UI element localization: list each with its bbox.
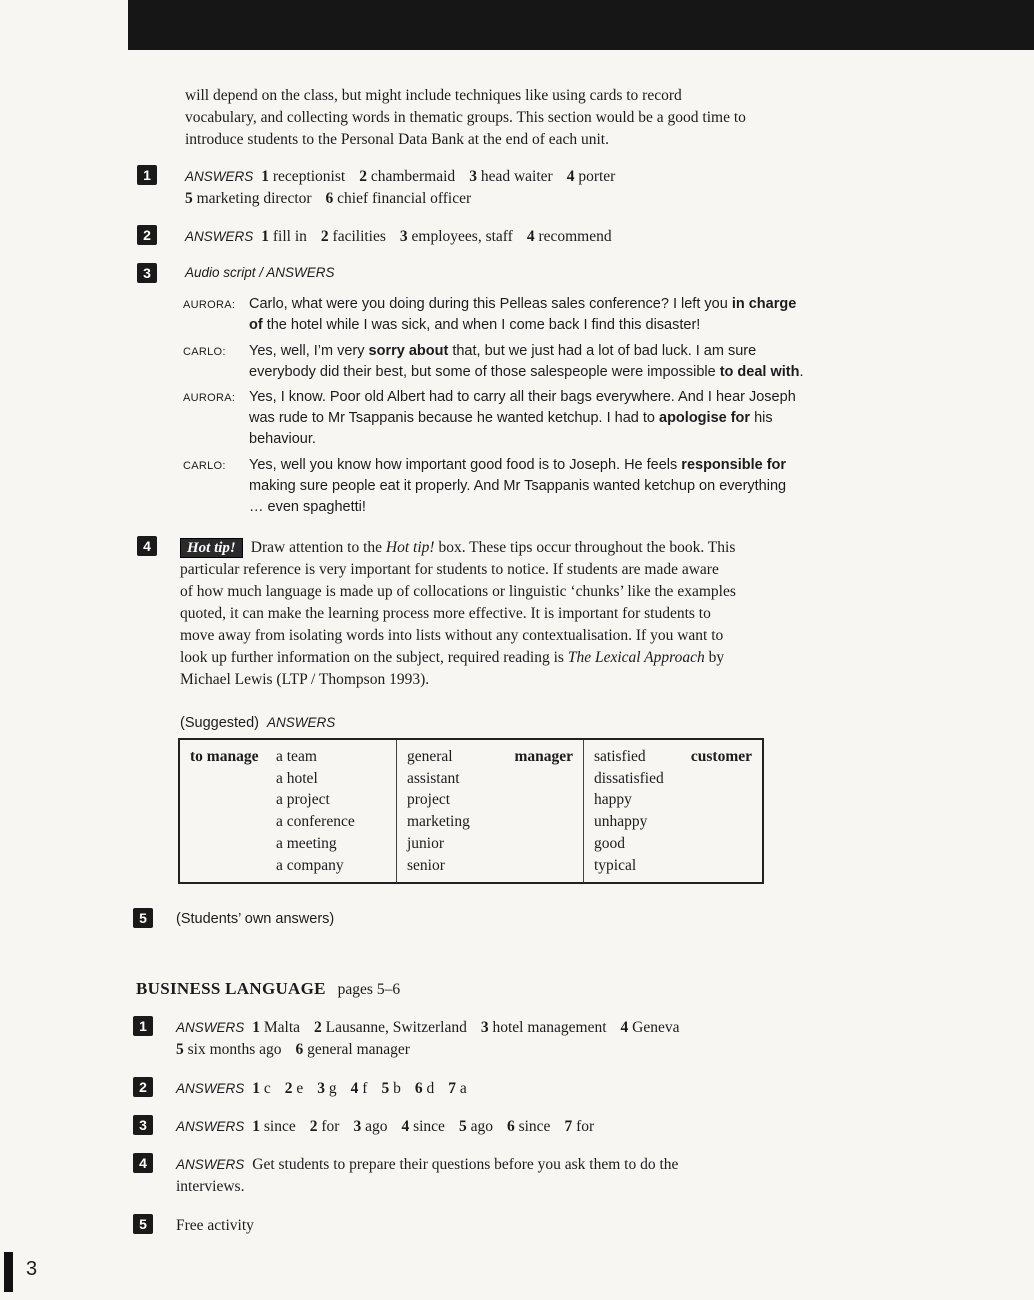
suggested-prefix: (Suggested) <box>180 715 259 731</box>
bold-phrase: responsible for <box>681 457 787 473</box>
answer-item <box>527 228 612 245</box>
exercise-number: 3 <box>133 1115 153 1135</box>
answers-label: ANSWERS <box>176 1081 245 1096</box>
answer-item <box>353 1118 387 1135</box>
speech-line <box>249 294 839 315</box>
collocation-word: a project <box>276 791 330 809</box>
answer-text: hotel management <box>488 1019 607 1036</box>
answer-item <box>564 1118 594 1135</box>
answer-number: 1 <box>261 228 270 245</box>
answer-number: 3 <box>353 1118 362 1135</box>
speech-line <box>249 497 839 518</box>
answer-item <box>317 1080 336 1097</box>
answer-item <box>261 228 307 245</box>
answer-line <box>176 1154 678 1176</box>
text-run: Yes, I know. Poor old Albert had to carry all their bags everywhere. And I hear Joseph <box>249 389 796 405</box>
answer-line <box>176 1039 680 1061</box>
speech-text <box>249 455 839 518</box>
header-bar <box>128 0 1034 50</box>
answer-item <box>252 1019 300 1036</box>
text-run: move away from isolating words into lists without any contextualisation. If you want to <box>180 627 724 644</box>
paragraph-line <box>180 647 736 669</box>
answer-item <box>252 1080 271 1097</box>
collocation-word: good <box>594 834 625 852</box>
italic-phrase: Hot tip! <box>385 539 435 556</box>
customer-column <box>584 739 764 883</box>
answer-text: fill in <box>269 228 307 245</box>
answers-label: ANSWERS <box>176 1020 245 1035</box>
answer-text: a <box>455 1080 467 1097</box>
answer-number: 1 <box>261 168 270 185</box>
answer-text: Geneva <box>628 1019 680 1036</box>
collocations-table <box>178 738 764 884</box>
answer-text: six months ago <box>183 1041 282 1058</box>
answer-number: 4 <box>350 1080 359 1097</box>
answer-number: 7 <box>448 1080 456 1097</box>
answer-number: 2 <box>284 1080 293 1097</box>
answer-text: general manager <box>303 1041 410 1058</box>
answer-number: 7 <box>564 1118 573 1135</box>
answer-text: g <box>325 1080 337 1097</box>
collocation-word: unhappy <box>594 813 648 831</box>
answers-label: ANSWERS <box>267 715 336 730</box>
answer-text: b <box>389 1080 401 1097</box>
business-exercise-4-answers <box>176 1154 678 1198</box>
answer-text: Get students to prepare their questions before you ask them to do the <box>252 1156 679 1173</box>
answer-number: 3 <box>469 168 477 185</box>
answer-text: for <box>572 1118 595 1135</box>
answers-label: ANSWERS <box>185 169 254 184</box>
answer-text: marketing director <box>192 190 312 207</box>
answer-item <box>176 1041 282 1058</box>
exercise-number: 4 <box>137 536 157 556</box>
collocation-word: project <box>407 791 451 809</box>
intro-paragraph <box>185 85 746 151</box>
text-run: Yes, well, I’m very <box>249 343 369 359</box>
paragraph-line <box>180 537 736 559</box>
text-run: box. These tips occur throughout the book. This <box>434 539 736 556</box>
paragraph-line <box>180 669 736 691</box>
answer-number: 1 <box>252 1118 261 1135</box>
text-run: his <box>750 410 773 426</box>
answer-item <box>567 168 616 185</box>
answer-item <box>321 228 386 245</box>
answer-text: recommend <box>534 228 612 245</box>
answer-item <box>351 1080 368 1097</box>
answer-item <box>469 168 553 185</box>
speaker-name: CARLO: <box>183 460 226 472</box>
answer-item <box>261 168 345 185</box>
exercise-number: 1 <box>137 165 157 185</box>
answer-item <box>359 168 455 185</box>
exercise-number: 3 <box>137 263 157 283</box>
business-exercise-2-answers <box>176 1078 467 1100</box>
text-run: of how much language is made up of collocations or linguistic ‘chunks’ like the examples <box>180 583 736 600</box>
footer-bar <box>4 1252 13 1292</box>
text-run: Carlo, what were you doing during this Pelleas sales conference? I left you <box>249 296 732 312</box>
collocation-word: a team <box>276 748 317 765</box>
collocation-word: dissatisfied <box>594 769 664 787</box>
answer-number: 5 <box>381 1080 390 1097</box>
collocation-word: typical <box>594 856 637 874</box>
answer-text: chief financial officer <box>333 190 472 207</box>
business-exercise-1-answers <box>176 1017 680 1061</box>
text-run: making sure people eat it properly. And Mr Tsappanis wanted ketchup on everything <box>249 478 787 494</box>
collocation-word: a hotel <box>276 769 318 787</box>
answer-text: Malta <box>260 1019 301 1036</box>
answer-item <box>285 1080 304 1097</box>
answer-text: receptionist <box>269 168 346 185</box>
answer-item <box>401 1118 444 1135</box>
answer-number: 2 <box>314 1019 322 1036</box>
intro-line: introduce students to the Personal Data Bank at the end of each unit. <box>185 131 609 148</box>
answers-label: ANSWERS <box>185 229 254 244</box>
answer-number: 6 <box>506 1118 515 1135</box>
answer-text: facilities <box>328 228 386 245</box>
text-run: quoted, it can make the learning process more effective. It is important for students to <box>180 605 711 622</box>
answer-text: since <box>260 1118 296 1135</box>
speech-text <box>249 387 839 450</box>
speech-line <box>249 429 839 450</box>
collocation-word: general <box>407 748 453 765</box>
answers-label: ANSWERS <box>176 1119 245 1134</box>
answer-item <box>381 1080 400 1097</box>
text-run: was rude to Mr Tsappanis because he wanted ketchup. I had to <box>249 410 660 426</box>
paragraph-line <box>180 559 736 581</box>
audio-script-label <box>185 264 343 282</box>
answer-number: 4 <box>401 1118 410 1135</box>
speech-line <box>249 387 839 408</box>
speech-text <box>249 294 839 336</box>
answer-number: 6 <box>325 190 334 207</box>
answer-number: 1 <box>252 1019 261 1036</box>
answer-number: 4 <box>620 1019 629 1036</box>
speech-line <box>249 455 839 476</box>
collocation-word: happy <box>594 791 632 809</box>
exercise-number: 5 <box>133 1214 153 1234</box>
intro-line: vocabulary, and collecting words in thematic groups. This section would be a good time to <box>185 109 746 126</box>
answer-text: since <box>514 1118 551 1135</box>
collocation-word: junior <box>407 834 445 852</box>
answer-line <box>185 188 615 210</box>
answer-text: c <box>260 1080 271 1097</box>
answer-number: 5 <box>458 1118 467 1135</box>
answer-text: for <box>317 1118 340 1135</box>
collocation-word: a conference <box>276 813 355 831</box>
section-pages: pages 5–6 <box>337 981 401 998</box>
exercise-1-answers <box>185 166 615 210</box>
section-title: BUSINESS LANGUAGE <box>136 979 326 998</box>
paragraph-line <box>180 625 736 647</box>
collocation-word: a meeting <box>276 834 337 852</box>
text-run: look up further information on the subject, required reading is <box>180 649 568 666</box>
collocation-word: senior <box>407 856 445 874</box>
suggested-answers-label <box>180 713 343 734</box>
business-exercise-3-answers <box>176 1116 594 1138</box>
answer-text: ago <box>466 1118 493 1135</box>
text-run: behaviour. <box>249 431 316 447</box>
paragraph-line <box>180 603 736 625</box>
audio-script-heading: Audio script / ANSWERS <box>185 265 335 280</box>
speech-text <box>249 341 839 383</box>
answer-number: 4 <box>526 228 535 245</box>
text-run: everybody did their best, but some of those salespeople were impossible <box>249 364 720 380</box>
answer-number: 4 <box>566 168 575 185</box>
answer-item <box>507 1118 550 1135</box>
exercise-number: 2 <box>137 225 157 245</box>
answer-number: 3 <box>480 1019 489 1036</box>
bold-phrase: sorry about <box>368 343 449 359</box>
collocation-word: marketing <box>407 813 470 831</box>
answer-item <box>326 190 472 207</box>
text-run: that, but we just had a lot of bad luck. I am sure <box>448 343 757 359</box>
answer-text: e <box>292 1080 304 1097</box>
italic-phrase: The Lexical Approach <box>567 649 705 666</box>
answer-item <box>310 1118 340 1135</box>
paragraph-line <box>180 581 736 603</box>
text-run: Draw attention to the <box>250 539 386 556</box>
collocation-word: a company <box>276 856 344 874</box>
bold-phrase: to deal with <box>719 364 800 380</box>
collocation-word: assistant <box>407 769 460 787</box>
answer-item <box>459 1118 493 1135</box>
speech-line <box>249 341 839 362</box>
speaker-name: AURORA: <box>183 299 236 311</box>
page-number: 3 <box>26 1258 38 1280</box>
column-head: customer <box>690 748 752 765</box>
answer-text: ago <box>361 1118 388 1135</box>
exercise-2-answers <box>185 226 612 248</box>
answer-number: 5 <box>185 190 193 207</box>
bold-phrase: in charge <box>731 296 797 312</box>
exercise-number: 4 <box>133 1153 153 1173</box>
speech-line <box>249 476 839 497</box>
answer-item <box>296 1041 410 1058</box>
answer-number: 1 <box>252 1080 261 1097</box>
answer-text: chambermaid <box>366 168 456 185</box>
speaker-name: AURORA: <box>183 392 236 404</box>
section-heading <box>136 978 400 1001</box>
answer-item <box>252 1118 295 1135</box>
exercise-number: 1 <box>133 1016 153 1036</box>
exercise-number: 2 <box>133 1077 153 1097</box>
speech-line <box>249 362 839 383</box>
intro-line: will depend on the class, but might include techniques like using cards to record <box>185 87 682 104</box>
answer-item <box>185 190 312 207</box>
text-run: the hotel while I was sick, and when I come back I find this disaster! <box>262 317 701 333</box>
answer-number: 6 <box>295 1041 304 1058</box>
manager-column <box>397 739 584 883</box>
answer-text: interviews. <box>176 1178 245 1195</box>
column-head: to manage <box>190 748 259 765</box>
speech-line <box>249 408 839 429</box>
answer-number: 3 <box>399 228 408 245</box>
text-run: Yes, well you know how important good food is to Joseph. He feels <box>249 457 682 473</box>
answer-item <box>400 228 513 245</box>
answer-text: porter <box>574 168 616 185</box>
answer-number: 2 <box>359 168 367 185</box>
answer-item <box>415 1080 434 1097</box>
business-exercise-5-text: Free activity <box>176 1217 254 1234</box>
answers-label: ANSWERS <box>176 1157 245 1172</box>
text-run: Michael Lewis (LTP / Thompson 1993). <box>180 671 430 688</box>
answer-number: 2 <box>309 1118 318 1135</box>
hot-tip-badge: Hot tip! <box>180 538 243 558</box>
answer-number: 3 <box>317 1080 326 1097</box>
column-head: manager <box>514 748 573 765</box>
hot-tip-paragraph <box>180 537 736 691</box>
collocation-word: satisfied <box>594 748 646 765</box>
manage-column <box>179 739 397 883</box>
answer-text: employees, staff <box>407 228 513 245</box>
answer-number: 2 <box>320 228 329 245</box>
answer-text: f <box>358 1080 368 1097</box>
speech-line <box>249 315 839 336</box>
answer-item <box>448 1080 467 1097</box>
text-run: particular reference is very important for students to notice. If students are made aware <box>180 561 719 578</box>
answer-number: 6 <box>414 1080 423 1097</box>
speaker-name: CARLO: <box>183 346 226 358</box>
answer-item <box>621 1019 680 1036</box>
bold-phrase: apologise for <box>659 410 751 426</box>
bold-phrase: of <box>249 317 263 333</box>
answer-number: 5 <box>176 1041 184 1058</box>
exercise-5-text: (Students’ own answers) <box>176 911 335 927</box>
answer-text: Lausanne, Switzerland <box>321 1019 467 1036</box>
text-run: by <box>704 649 725 666</box>
exercise-number: 5 <box>133 908 153 928</box>
text-run: … even spaghetti! <box>249 499 366 515</box>
text-run: . <box>799 364 804 380</box>
answer-item <box>314 1019 467 1036</box>
answer-text: head waiter <box>476 168 553 185</box>
answer-text: since <box>409 1118 445 1135</box>
answer-text: d <box>422 1080 435 1097</box>
answer-item <box>481 1019 607 1036</box>
answer-line <box>185 166 615 188</box>
answer-line <box>176 1017 680 1039</box>
